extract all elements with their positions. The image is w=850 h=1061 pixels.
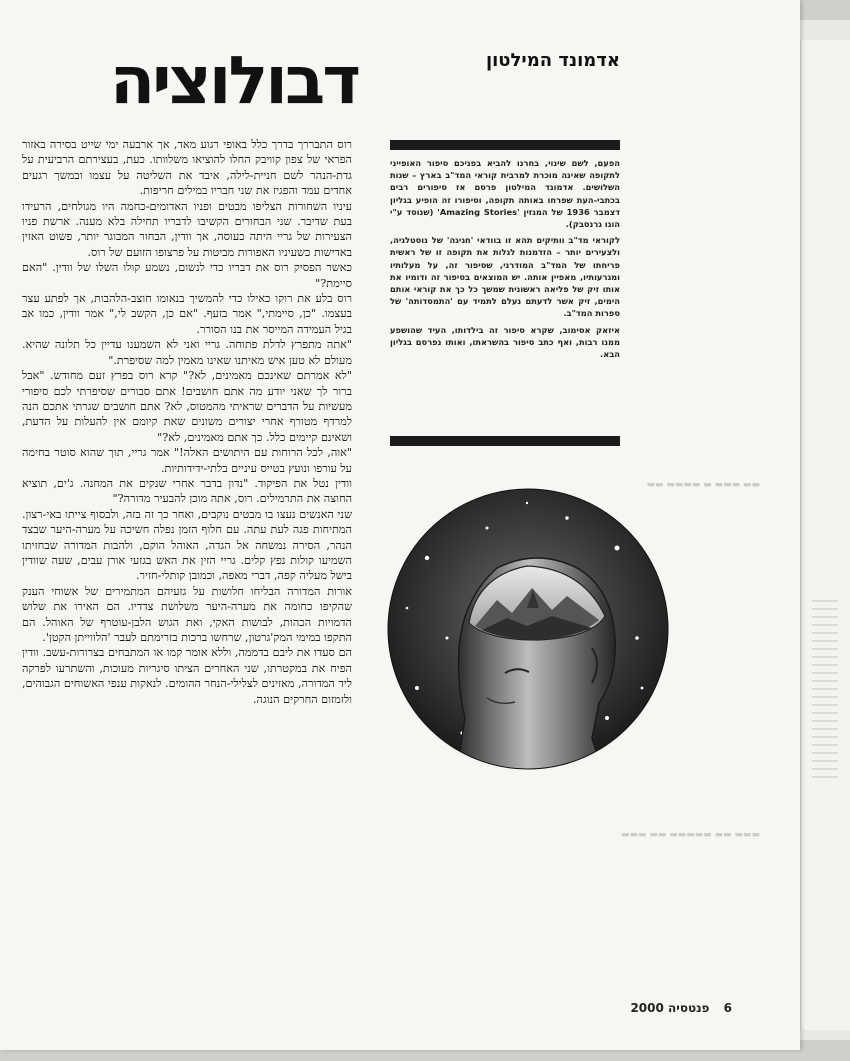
body-paragraph: "אוה, לכל הרוחות עם היתושים האלה!" אמר גריי, תוך שהוא סוטר בחימה על עורפו ונועץ בטייס עיניים בלתי-ידידותיות.	[22, 446, 352, 475]
body-paragraph: רוס בלע את רוקו כאילו כדי להמשיך בנאומו חוצב-הלהבות, אך לפתע עצר בעצמו. "כן, סיימתי," אמר בזעף. "אם כן, הקשב לי," אמר וודין, כמו אב בגיל העמידה המייסר את בנו הסורר.	[22, 292, 352, 336]
bleed-through-text: ▬▬▬ ▬▬ ▬▬▬▬▬ ▬▬ ▬▬▬	[621, 830, 760, 840]
page-footer	[620, 1001, 732, 1015]
magazine-name: פנטסיה 2000	[630, 1001, 710, 1015]
story-body-column	[22, 137, 352, 707]
illustration-head-landscape	[387, 488, 669, 770]
story-title: דבולוציה	[109, 42, 358, 119]
author-name: אדמונד המילטון	[485, 50, 620, 71]
editor-intro-box	[390, 157, 620, 364]
body-paragraph: שני האנשים נעצו בו מבטים נוקבים, ואחר כך זה בזה, ולבסוף צייתו באי-רצון. המתיחות פגה לעת עתה. עם חלוף הזמן נפלה חשיכה על מערה-היער שבצד הנהר, הסירה נמשחה אל הגדה, האוהל הוקם, ולהבות המדורה שבחזיתו השמיעו קולות נפץ קלים. גריי הזין את האש בגזעי אורן עבים, שעה שוודין בישל מעליה קפה, דברי מאפה, וכמובן קותלי-חזיר.	[22, 507, 352, 583]
body-paragraph: "לא אמרתם שאינכם מאמינים, לא?" קרא רוס בפרץ זעם מחודש. "אבל ברור לך שאני יודע מה אתם חושבים! אתם סבורים שסיפרתי לכם סיפורי מעשיות על הדברים שראיתי מהמטוס, לא? אתם חושבים שגרתי אתכם הנה למרדף מטורף אחרי יצורים משונים שאת קיומם אין להעלות על הדעת, ושאינם קיימים כלל. כך אתם מאמינים, לא?"	[22, 369, 352, 444]
body-paragraph: כאשר הפסיק רוס את דבריו כדי לנשום, נשמע קולו השלו של וודין. "האם סיימת?"	[22, 261, 352, 290]
body-paragraph: עיניו השחורות הצליפו מבטים ופניו האדומים-כחמה היו מגולחים, הרעידו בעת שדיבר. שני הבחורים הקשיבו לדבריו תחילה בלא מענה. ארשת פניו הצעירות של גריי היתה כעוסה, אך וודין, הבחור המבוגר יותר, פשוט האזין באדישות כשעיניו האפורות מביטות על פרצופו הזועם של רוס.	[22, 199, 352, 259]
intro-bottom-rule	[390, 436, 620, 446]
intro-top-rule	[390, 140, 620, 150]
page-number: 6	[723, 1001, 732, 1015]
intro-paragraph: לקוראי מד"ב וותיקים תהא זו בוודאי 'חגיגה' של נוסטלגיה, ולצעירים יותר – הזדמנות לגלות את תקופה זו של ראשית פריחתו של המד"ב המודרני, שסיפור זה, על מעלותיו ומגרעותיו, מאפיין אותה. יש המוצאים בסיפור זה ודומיו את אותו זיק של פליאה ראשונית שמשך כל כך את קוראי אותם הימים, זיק אשר לדעתם נעלם לתמיד עם 'התמסדותה' של ספרות המד"ב.	[390, 235, 620, 319]
bleed-through-marks	[812, 600, 838, 780]
body-paragraph: רוס התבררך בדרך כלל באופי רגוע מאד, אך ארבעה ימי שייט בסירה באזור הפראי של צפון קוויבק החלו להוציאו משלוותו. כעת, בעצירתם הרביעית על גדת-הנהר לשם חניית-לילה, איבד את השליטה על עצמו ובמשך רגעים אחדים עמד והפגיז את שני חבריו במילים חריפות.	[22, 138, 352, 198]
bleed-through-text: ▬▬ ▬▬▬ ▬ ▬▬▬▬ ▬▬	[646, 480, 760, 490]
intro-paragraph: איזאק אסימוב, שקרא סיפור זה בילדותו, העיד שהושפע ממנו רבות, ואף כתב סיפור בהשראתו, ואותו נפרסם בגליון הבא.	[390, 324, 620, 360]
intro-paragraph: הפעם, לשם שינוי, בחרנו להביא בפניכם סיפור האופייני לתקופה שאינה מוכרת למרבית קוראי המד"ב בארץ – שנות השלושים. אדמונד המילטון פרסם אז סיפורים רבים בכתבי-העת שפרחו באותה תקופה, וסיפורו זה הופיע בגליון דצמבר 1936 של המגזין 'Amazing Stories' (שנוסד ע"י הוגו גרנסבק).	[390, 158, 621, 230]
body-paragraph: וודין נטל את הפיקוד. "נדון בדבר אחרי שנקים את המחנה. ג'ים, תוציא החוצה את התרמילים. רוס, אתה מוכן להבעיר מדורה?"	[22, 476, 352, 506]
body-paragraph: אורות המדורה הבליחו חלושות על גזעיהם המתמירים של אשוחי הענק שהקיפו כחומה את מערה-היער משלושת צדדיו. הם האירו את שלוש הדמויות הכהות, לבושות האקי, ואת הגוש הלבן-עוטרף של האוהל. הם התקפו במימי המק'גרטון, שרחשו ברכות בזרימתם לעבר 'הלווייתן הקטן'.	[22, 584, 352, 644]
body-paragraph: הם סעדו את ליבם בדממה, וללא אומר קמו או המתבחים בצרורות-עשב. וודין הפיח את במקטרתו, שני האחרים הציתו סיגריות מעוכות, והשתרעו לפרקה ליד המדורה, מאזינים לצלילי-הנחר ההומים. לנאקות ענפי האשוחים הגבוהים, ולזמזום החרקים הנוגה.	[22, 646, 352, 706]
body-paragraph: "אתה מתפרץ לדלת פתוחה. גריי ואני לא השמענו עדיין כל תלונה שהיא. מעולם לא טען איש מאיתנו שאינו מאמין למה שסיפרת."	[22, 338, 352, 367]
next-page-edge-inner	[800, 40, 850, 1030]
